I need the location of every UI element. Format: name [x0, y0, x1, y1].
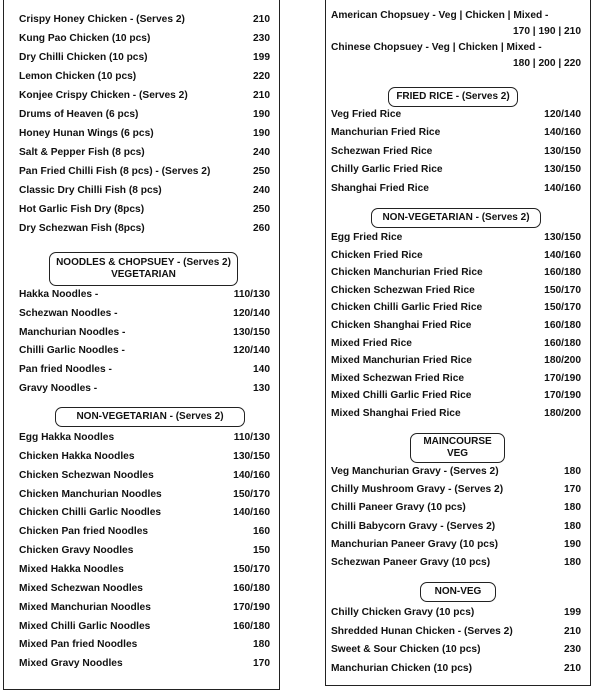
menu-item-name: Hakka Noodles - — [19, 289, 99, 300]
menu-item-name: Pan Fried Chilli Fish (8 pcs) - (Serves 2) — [19, 166, 211, 177]
menu-item-price: 150/170 — [233, 563, 270, 575]
menu-item-name: Manchurian Chicken (10 pcs) — [331, 662, 472, 674]
menu-item-name: Chicken Chilli Garlic Fried Rice — [331, 302, 483, 314]
menu-item-price: 260 — [253, 223, 270, 234]
menu-item-name: Hot Garlic Fish Dry (8pcs) — [19, 204, 145, 215]
menu-item-price: 170/190 — [544, 390, 581, 402]
menu-item-name: Chilli Garlic Noodles - — [19, 345, 125, 357]
maincourse-header-line2: VEG — [446, 448, 469, 459]
menu-item-name: Schezwan Noodles - — [19, 307, 118, 319]
menu-item-name: Mixed Schezwan Fried Rice — [331, 372, 465, 384]
menu-item-name: Chilly Chicken Gravy (10 pcs) — [331, 607, 475, 618]
menu-item-price: 140/160 — [544, 127, 581, 139]
menu-item-price: 120/140 — [544, 109, 581, 120]
menu-item-name: Chilly Garlic Fried Rice — [331, 164, 443, 176]
menu-item-name: Chilli Babycorn Gravy - (Serves 2) — [331, 520, 496, 532]
menu-item-price: 190 — [564, 538, 581, 550]
menu-item-price: 120/140 — [233, 345, 270, 357]
menu-item-name: Dry Schezwan Fish (8pcs) — [19, 223, 145, 234]
menu-item-price: 180 — [253, 639, 270, 651]
menu-item-name: Chicken Manchurian Fried Rice — [331, 267, 483, 279]
menu-item-name: American Chopsuey - Veg | Chicken | Mixed - — [331, 10, 549, 21]
menu-item-price: 120/140 — [233, 307, 270, 319]
menu-item-price: 160 — [253, 526, 270, 538]
menu-item-name: Chicken Hakka Noodles — [19, 450, 135, 462]
menu-item-price: 140/160 — [544, 182, 581, 194]
maincourse-nonveg-header — [420, 582, 496, 602]
menu-item-price: 170/190 — [233, 601, 270, 613]
noodles-nonveg-header — [55, 407, 245, 427]
menu-item-price: 210 — [564, 625, 581, 637]
noodles-header-line1: NOODLES & CHOPSUEY - (Serves 2) — [56, 257, 231, 268]
menu-item-name: Mixed Manchurian Fried Rice — [331, 355, 472, 367]
menu-item-price: 199 — [253, 52, 270, 63]
menu-item-price: 230 — [253, 33, 270, 44]
menu-item-price: 170 | 190 | 210 — [512, 26, 581, 37]
menu-item-name: Chicken Fried Rice — [331, 249, 423, 261]
maincourse-veg-header — [410, 433, 505, 463]
menu-item-chopsuey — [331, 10, 581, 40]
menu-item-price: 160/180 — [544, 320, 581, 331]
menu-item-name: Honey Hunan Wings (6 pcs) — [19, 128, 154, 139]
menu-item-price: 110/130 — [233, 432, 270, 443]
menu-item-price: 240 — [253, 185, 270, 196]
menu-item-name: Sweet & Sour Chicken (10 pcs) — [331, 644, 481, 656]
menu-item-name: Crispy Honey Chicken - (Serves 2) — [19, 14, 185, 25]
menu-item-chopsuey — [331, 42, 581, 72]
menu-item-price: 140/160 — [544, 249, 581, 261]
menu-item-price: 220 — [253, 71, 270, 82]
menu-item-name: Shredded Hunan Chicken - (Serves 2) — [331, 625, 513, 637]
maincourse-nonveg-header-label: NON-VEG — [434, 586, 482, 597]
maincourse-header-line1: MAINCOURSE — [423, 436, 492, 447]
menu-item-price: 130/150 — [233, 450, 270, 462]
menu-item-price: 160/180 — [544, 337, 581, 349]
menu-item-name: Lemon Chicken (10 pcs) — [19, 71, 137, 82]
menu-item-name: Mixed Hakka Noodles — [19, 563, 124, 575]
menu-item-price: 150 — [253, 545, 270, 557]
menu-item-price: 130 — [253, 383, 270, 394]
menu-item-name: Mixed Manchurian Noodles — [19, 601, 151, 613]
menu-item-name: Shanghai Fried Rice — [331, 182, 429, 194]
menu-item-price: 140/160 — [233, 469, 270, 481]
menu-item-name: Dry Chilli Chicken (10 pcs) — [19, 52, 148, 63]
menu-item-price: 240 — [253, 147, 270, 158]
menu-item-name: Pan fried Noodles - — [19, 364, 112, 376]
menu-item-price: 180 — [564, 520, 581, 532]
menu-item-name: Chilli Paneer Gravy (10 pcs) — [331, 502, 466, 514]
menu-item-name: Salt & Pepper Fish (8 pcs) — [19, 147, 145, 158]
menu-item-price: 140 — [253, 364, 270, 376]
menu-item-name: Manchurian Paneer Gravy (10 pcs) — [331, 538, 499, 550]
menu-item-name: Egg Fried Rice — [331, 232, 403, 243]
menu-item-price: 250 — [253, 204, 270, 215]
menu-item-name: Mixed Chilli Garlic Noodles — [19, 620, 151, 632]
menu-item-price: 130/150 — [544, 232, 581, 243]
menu-item-price: 190 — [253, 128, 270, 139]
fried-rice-nonveg-header — [371, 208, 541, 228]
menu-item-name: Veg Manchurian Gravy - (Serves 2) — [331, 466, 499, 477]
menu-item-name: Manchurian Fried Rice — [331, 127, 441, 139]
menu-item-price: 250 — [253, 166, 270, 177]
menu-item-price: 190 — [253, 109, 270, 120]
menu-item-name: Veg Fried Rice — [331, 109, 402, 120]
menu-item-price: 210 — [253, 14, 270, 25]
menu-item-name: Mixed Shanghai Fried Rice — [331, 408, 461, 419]
menu-item-price: 110/130 — [233, 289, 270, 300]
menu-item-price: 140/160 — [233, 507, 270, 519]
menu-item-name: Chicken Pan fried Noodles — [19, 526, 149, 538]
menu-item-price: 160/180 — [544, 267, 581, 279]
menu-item-name: Chinese Chopsuey - Veg | Chicken | Mixed - — [331, 42, 542, 53]
menu-item-name: Mixed Fried Rice — [331, 337, 412, 349]
right-menu-column — [325, 0, 591, 686]
menu-item-price: 160/180 — [233, 620, 270, 632]
menu-item-price: 180 — [564, 557, 581, 568]
menu-item-price: 130/150 — [544, 164, 581, 176]
menu-item-price: 199 — [564, 607, 581, 618]
menu-item-price: 170/190 — [544, 372, 581, 384]
menu-item-name: Mixed Schezwan Noodles — [19, 582, 143, 594]
menu-item-price: 150/170 — [233, 488, 270, 500]
menu-item-name: Chicken Shanghai Fried Rice — [331, 320, 472, 331]
fried-rice-header-label: FRIED RICE - (Serves 2) — [396, 91, 510, 102]
menu-item-name: Kung Pao Chicken (10 pcs) — [19, 33, 151, 44]
menu-item-name: Chicken Chilli Garlic Noodles — [19, 507, 162, 519]
menu-item-price: 180 — [564, 502, 581, 514]
menu-item-name: Drums of Heaven (6 pcs) — [19, 109, 139, 120]
menu-item-price: 170 — [564, 484, 581, 496]
menu-item-name: Manchurian Noodles - — [19, 326, 126, 338]
menu-item-name: Schezwan Fried Rice — [331, 145, 433, 157]
menu-item-price: 210 — [564, 662, 581, 674]
menu-item-price: 170 — [253, 658, 270, 670]
menu-item-price: 180 — [564, 466, 581, 477]
menu-item-price: 150/170 — [544, 302, 581, 314]
menu-item-name: Classic Dry Chilli Fish (8 pcs) — [19, 185, 162, 196]
menu-item-name: Chicken Schezwan Noodles — [19, 469, 154, 481]
menu-item-name: Chicken Manchurian Noodles — [19, 488, 162, 500]
menu-item-name: Mixed Pan fried Noodles — [19, 639, 138, 651]
menu-item-name: Konjee Crispy Chicken - (Serves 2) — [19, 90, 188, 101]
noodles-header-line2: VEGETARIAN — [111, 269, 176, 280]
menu-item-name: Gravy Noodles - — [19, 383, 98, 394]
menu-item-price: 180/200 — [544, 355, 581, 367]
left-menu-column — [3, 0, 280, 690]
menu-item-name: Mixed Chilli Garlic Fried Rice — [331, 390, 472, 402]
menu-item-name: Schezwan Paneer Gravy (10 pcs) — [331, 557, 491, 568]
menu-item-price: 150/170 — [544, 284, 581, 296]
menu-item-price: 130/150 — [544, 145, 581, 157]
menu-item-name: Chicken Gravy Noodles — [19, 545, 134, 557]
menu-item-name: Chilly Mushroom Gravy - (Serves 2) — [331, 484, 504, 496]
menu-item-price: 230 — [564, 644, 581, 656]
menu-item-name: Egg Hakka Noodles — [19, 432, 115, 443]
fried-rice-nonveg-header-label: NON-VEGETARIAN - (Serves 2) — [382, 212, 530, 223]
fried-rice-header — [388, 87, 518, 107]
menu-item-name: Mixed Gravy Noodles — [19, 658, 123, 670]
noodles-chopsuey-header — [49, 252, 238, 286]
menu-item-price: 160/180 — [233, 582, 270, 594]
menu-item-price: 210 — [253, 90, 270, 101]
menu-item-name: Chicken Schezwan Fried Rice — [331, 284, 475, 296]
menu-item-price: 180 | 200 | 220 — [512, 58, 581, 69]
noodles-nonveg-header-label: NON-VEGETARIAN - (Serves 2) — [76, 411, 224, 422]
menu-item-price: 130/150 — [233, 326, 270, 338]
menu-item-price: 180/200 — [544, 408, 581, 419]
